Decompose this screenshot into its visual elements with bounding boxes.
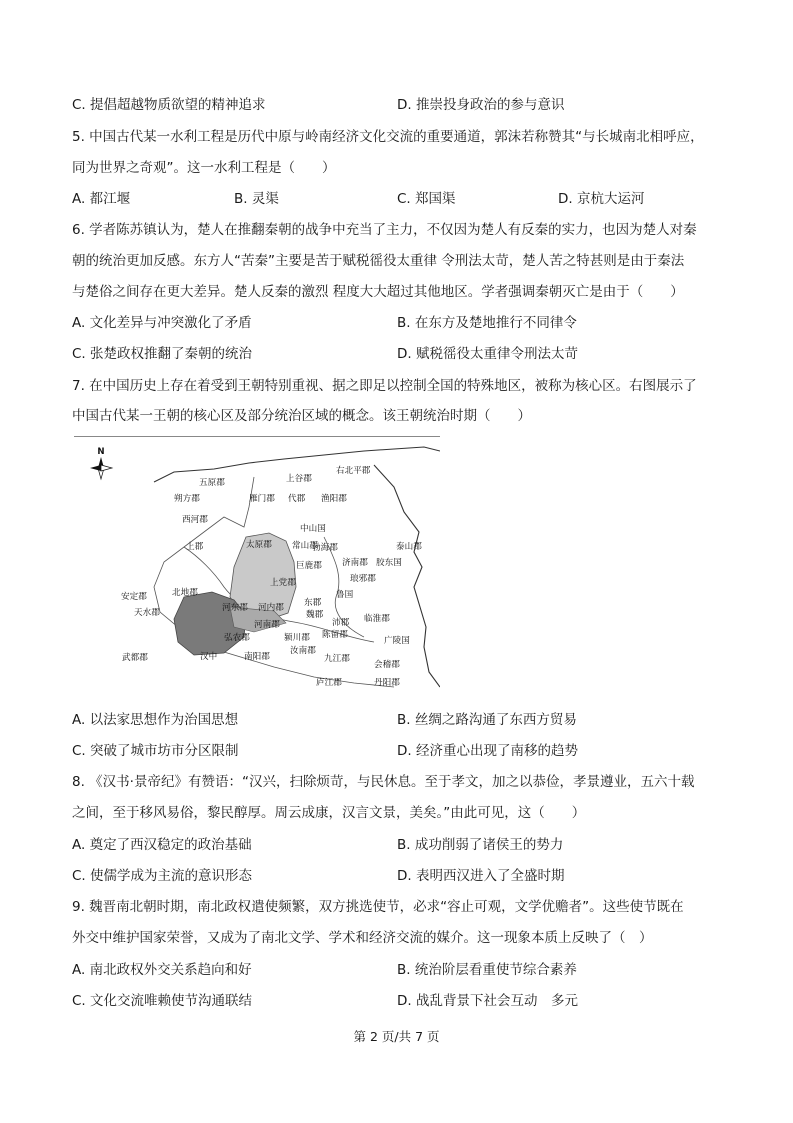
map-label: 东郡 [304, 598, 322, 608]
q8-option-c: C. 使儒学成为主流的意识形态 [72, 868, 253, 884]
map-label: 上谷郡 [286, 474, 312, 484]
map-label: 南阳郡 [244, 652, 270, 662]
map-label: 弘农郡 [224, 633, 250, 643]
map-label: 庐江郡 [316, 678, 342, 688]
q5-option-b: B. 灵渠 [234, 191, 279, 207]
map-label: 上郡 [186, 542, 204, 552]
map-label: 右北平郡 [336, 466, 371, 476]
map-label: 北地郡 [172, 588, 198, 598]
map-label: 西河郡 [182, 515, 208, 525]
map-label: 胶东国 [376, 558, 402, 568]
q7-stem-line1: 7. 在中国历史上存在着受到王朝特别重视、据之即足以控制全国的特殊地区，被称为核心区。右图展示了 [72, 378, 697, 394]
q5-option-d: D. 京杭大运河 [558, 191, 645, 207]
q9-option-c: C. 文化交流唯赖使节沟通联结 [72, 993, 253, 1009]
q4-option-d: D. 推崇投身政治的参与意识 [397, 97, 565, 113]
map-label: 颍川郡 [284, 633, 310, 643]
q6-option-c: C. 张楚政权推翻了秦朝的统治 [72, 346, 253, 362]
map-label: 雁门郡 [249, 494, 275, 504]
map-label: 河内郡 [258, 603, 284, 613]
q6-option-d: D. 赋税徭役太重律令刑法太苛 [397, 346, 578, 362]
q9-stem-line2: 外交中维护国家荣誉，又成为了南北文学、学术和经济交流的媒介。这一现象本质上反映了（ ） [72, 930, 653, 946]
map-label: 魏郡 [306, 610, 324, 620]
map-label: 河东郡 [222, 603, 248, 613]
q5-stem-line1: 5. 中国古代某一水利工程是历代中原与岭南经济文化交流的重要通道，郭沫若称赞其“与长城南北相呼应， [72, 129, 704, 145]
map-label: 渔阳郡 [321, 494, 347, 504]
map-label: 常山郡 [292, 541, 318, 551]
map-label: 巨鹿郡 [296, 561, 322, 571]
map-label: 丹阳郡 [374, 678, 400, 688]
compass-north-label: N [97, 447, 105, 457]
q9-option-b: B. 统治阶层看重使节综合素养 [397, 962, 577, 978]
map-label: 武都郡 [122, 653, 148, 663]
map-label: 泰山郡 [396, 542, 422, 552]
map-label: 广陵国 [384, 636, 410, 646]
map-label: 汝南郡 [290, 646, 316, 656]
map-label: 琅邪郡 [350, 574, 376, 584]
map-label: 五原郡 [199, 478, 225, 488]
q7-stem-line2: 中国古代某一王朝的核心区及部分统治区域的概念。该王朝统治时期（ ） [72, 408, 531, 424]
q5-option-c: C. 郑国渠 [397, 191, 456, 207]
map-label: 九江郡 [324, 654, 350, 664]
q8-option-d: D. 表明西汉进入了全盛时期 [397, 868, 565, 884]
map-label: 临淮郡 [364, 614, 390, 624]
page-number: 第 2 页/共 7 页 [353, 1029, 440, 1044]
q7-option-d: D. 经济重心出现了南移的趋势 [397, 743, 578, 759]
map-label: 鲁国 [336, 590, 354, 600]
map-label: 朔方郡 [174, 494, 200, 504]
q8-stem-line1: 8. 《汉书·景帝纪》有赞语：“汉兴，扫除烦苛，与民休息。至于孝文，加之以恭俭，孝景遵业，五六十载 [72, 774, 695, 790]
q8-stem-line2: 之间，至于移风易俗，黎民醇厚。周云成康，汉言文景，美矣。”由此可见，这（ ） [72, 805, 586, 821]
map-label: 济南郡 [342, 558, 368, 568]
q7-option-b: B. 丝绸之路沟通了东西方贸易 [397, 712, 577, 728]
q8-option-a: A. 奠定了西汉稳定的政治基础 [72, 837, 252, 853]
q6-stem-line1: 6. 学者陈苏镇认为，楚人在推翻秦朝的战争中充当了主力，不仅因为楚人有反秦的实力，也因为楚人对秦 [72, 222, 697, 238]
map-label: 勃海郡 [312, 543, 338, 553]
map-label: 太原郡 [246, 540, 272, 550]
q6-stem-line3: 与楚俗之间存在更大差异。楚人反秦的激烈 程度大大超过其他地区。学者强调秦朝灭亡是由于（ ） [72, 284, 684, 300]
compass-icon [90, 447, 112, 479]
q5-option-a: A. 都江堰 [72, 191, 131, 207]
q9-stem-line1: 9. 魏晋南北朝时期，南北政权遣使频繁，双方挑选使节，必求“容止可观，文学优赡者”。这些使节既在 [72, 899, 684, 915]
map-label: 安定郡 [121, 592, 147, 602]
q6-option-b: B. 在东方及楚地推行不同律令 [397, 315, 577, 331]
q7-option-a: A. 以法家思想作为治国思想 [72, 712, 239, 728]
map-label: 天水郡 [134, 608, 160, 618]
map-label: 陈留郡 [322, 630, 348, 640]
q9-option-a: A. 南北政权外交关系趋向和好 [72, 962, 252, 978]
map-label: 河南郡 [254, 620, 280, 630]
map-label: 汉中 [200, 652, 218, 662]
map-label: 中山国 [300, 524, 326, 534]
han-map [74, 436, 440, 699]
map-label: 会稽郡 [374, 660, 400, 670]
map-label: 上党郡 [270, 578, 296, 588]
q9-option-d: D. 战乱背景下社会互动 多元 [397, 993, 578, 1009]
q5-stem-line2: 同为世界之奇观”。这一水利工程是（ ） [72, 160, 336, 176]
map-label: 代郡 [288, 494, 306, 504]
q7-option-c: C. 突破了城市坊市分区限制 [72, 743, 239, 759]
map-label: 沛郡 [332, 618, 350, 628]
q6-stem-line2: 朝的统治更加反感。东方人“苦秦”主要是苦于赋税徭役太重律 令刑法太苛，楚人苦之特甚则是由于秦法 [72, 253, 685, 269]
q4-option-c: C. 提倡超越物质欲望的精神追求 [72, 97, 266, 113]
q8-option-b: B. 成功削弱了诸侯王的势力 [397, 837, 564, 853]
q6-option-a: A. 文化差异与冲突激化了矛盾 [72, 315, 252, 331]
